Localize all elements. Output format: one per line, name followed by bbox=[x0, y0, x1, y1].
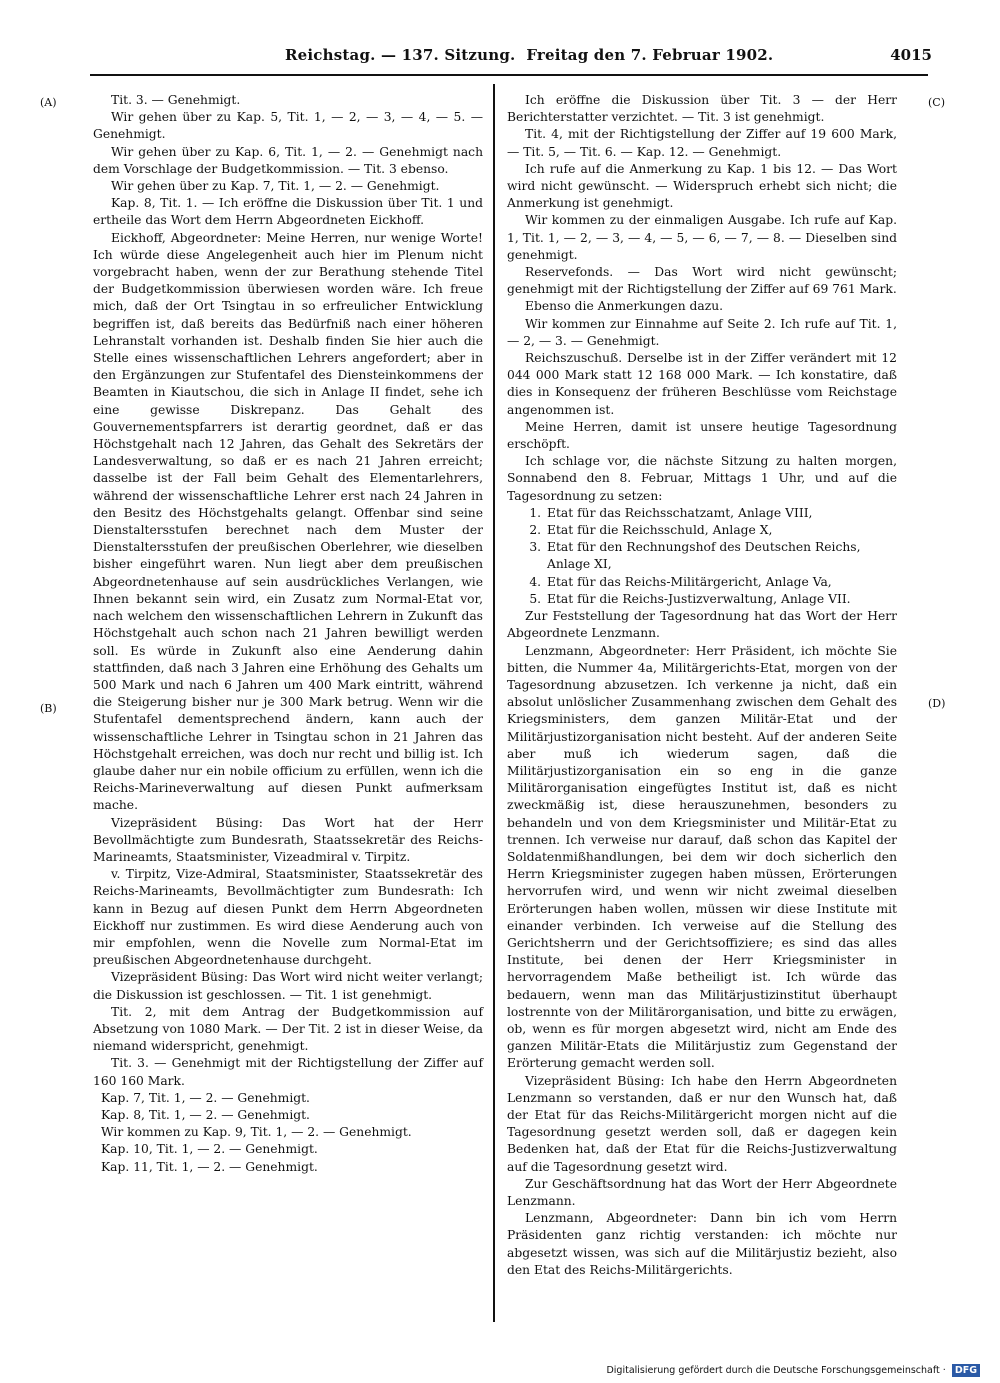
paragraph: Reservefonds. — Das Wort wird nicht gewünscht; genehmigt mit der Richtigstellung der Ziffer auf 69 761 Mark. bbox=[507, 265, 897, 297]
paragraph: Ich eröffne die Diskussion über Tit. 3 — der Herr Berichterstatter verzichtet. — Tit. 3 ist genehmigt. bbox=[507, 93, 897, 125]
paragraph: Wir kommen zu Kap. 9, Tit. 1, — 2. — Genehmigt. bbox=[101, 1125, 412, 1140]
margin-marker-b: (B) bbox=[40, 702, 57, 715]
margin-marker-a: (A) bbox=[40, 96, 57, 109]
paragraph: Kap. 7, Tit. 1, — 2. — Genehmigt. bbox=[101, 1090, 310, 1105]
column-divider bbox=[493, 84, 495, 1322]
agenda-item: 4. Etat für das Reichs-Militärgericht, Anlage Va, bbox=[545, 574, 897, 591]
speech-lenzmann: Lenzmann, Abgeordneter: Dann bin ich vom Herrn Präsidenten ganz richtig verstanden: ich möchte nur abgesetzt wissen, was sich auf die Militärjustiz bezieht, also den Etat des Reichs-Militärgerichts. bbox=[507, 1211, 897, 1277]
paragraph: Vizepräsident Büsing: Das Wort hat der Herr Bevollmächtigte zum Bundesrath, Staatssekretär des Reichs-Marineamts, Staatsminister, Vizeadmiral v. Tirpitz. bbox=[93, 815, 483, 864]
margin-marker-d: (D) bbox=[928, 697, 946, 710]
agenda-item: 5. Etat für die Reichs-Justizverwaltung, Anlage VII. bbox=[545, 591, 897, 608]
paragraph: Tit. 4, mit der Richtigstellung der Ziffer auf 19 600 Mark, — Tit. 5, — Tit. 6. — Kap. 12. — Genehmigt. bbox=[507, 127, 897, 159]
paragraph: Wir gehen über zu Kap. 5, Tit. 1, — 2, — 3, — 4, — 5. — Genehmigt. bbox=[93, 110, 483, 142]
margin-marker-c: (C) bbox=[928, 96, 945, 109]
page-number: 4015 bbox=[890, 46, 932, 64]
paragraph: Ich schlage vor, die nächste Sitzung zu halten morgen, Sonnabend den 8. Februar, Mittags 1 Uhr, und auf die Tagesordnung zu setzen: bbox=[507, 454, 897, 503]
paragraph: Vizepräsident Büsing: Ich habe den Herrn Abgeordneten Lenzmann so verstanden, daß er nur den Wunsch hat, daß der Etat für das Reichs-Militärgericht morgen nicht auf die Tagesordnung gesetzt werden soll, daß er dagegen kein Bedenken hat, daß der Etat für die Reichs-Justizverwaltung auf die Tagesordnung gesetzt wird. bbox=[507, 1073, 897, 1174]
header-session-date: Reichstag. — 137. Sitzung. Freitag den 7. Februar 1902. bbox=[285, 46, 774, 64]
speech-eickhoff: Eickhoff, Abgeordneter: Meine Herren, nur wenige Worte! Ich würde diese Angelegenheit auch hier im Plenum nicht vorgebracht haben, wenn der zur Berathung stehende Titel der Budgetkommission überwiesen worden wäre. Ich freue mich, daß der Ort Tsingtau in so erfreulicher Entwicklung begriffen ist, daß bereits das Bedürfniß nach einer höheren Lehranstalt vorhanden ist. Deshalb finden Sie hier auch die Stelle eines wissenschaftlichen Lehrers angefordert; aber in den Ergänzungen zur Stufentafel des Diensteinkommens der Beamten in Kiautschou, die sich in Anlage II findet, sehe ich eine gewisse Diskrepanz. Das Gehalt des Gouvernementspfarrers ist derartig geordnet, daß er das Höchstgehalt nach 12 Jahren, das Gehalt des Sekretärs der Landesverwaltung, so daß er es nach 21 Jahren erreicht; dasselbe ist der Fall beim Gehalt des Elementarlehrers, während der wissenschaftliche Lehrer erst nach 24 Jahren in den Besitz des Höchstgehalts gelangt. Offenbar sind seine Dienstaltersstufen berechnet nach dem Muster der Dienstaltersstufen der preußischen Oberlehrer, wie dieselben bisher eingeführt waren. Nun liegt aber dem preußischen Abgeordnetenhause auf sein ausdrückliches Verlangen, wie Ihnen bekannt sein wird, ein Zusatz zum Normal-Etat vor, nach welchem den wissenschaftlichen Lehrern in Zukunft das Höchstgehalt auch schon nach 21 Jahren bewilligt werden soll. Es würde in Zukunft also eine Aenderung dahin stattfinden, daß nach 3 Jahren eine Erhöhung des Gehalts um 500 Mark und nach 6 Jahren um 400 Mark eintritt, während die Steigerung bisher nur je 300 Mark betrug. Wenn wir die Stufentafel dementsprechend ändern, kann auch der wissenschaftliche Lehrer in Tsingtau schon in 21 Jahren das Höchstgehalt erreichen, was doch nur recht und billig ist. Ich glaube daher nur ein nobile officium zu erfüllen, wenn ich die Reichs-Marineverwaltung auf diesen Punkt aufmerksam mache. bbox=[93, 230, 483, 813]
paragraph: Kap. 8, Tit. 1, — 2. — Genehmigt. bbox=[101, 1107, 310, 1122]
paragraph: Wir gehen über zu Kap. 7, Tit. 1, — 2. — Genehmigt. bbox=[111, 179, 440, 194]
paragraph: Reichszuschuß. Derselbe ist in der Ziffer verändert mit 12 044 000 Mark statt 12 168 000 Mark. — Ich konstatire, daß dies in Konsequenz der früheren Beschlüsse vom Reichstage angenommen ist. bbox=[507, 351, 897, 417]
footer-text: Digitalisierung gefördert durch die Deutsche Forschungsgemeinschaft · bbox=[606, 1365, 946, 1376]
paragraph: Meine Herren, damit ist unsere heutige Tagesordnung erschöpft. bbox=[507, 419, 897, 452]
page-header bbox=[55, 46, 940, 70]
left-column bbox=[93, 92, 483, 1176]
paragraph: Tit. 3. — Genehmigt. bbox=[111, 93, 241, 107]
agenda-item: 3. Etat für den Rechnungshof des Deutschen Reichs, Anlage XI, bbox=[545, 539, 897, 573]
paragraph: Zur Geschäftsordnung hat das Wort der Herr Abgeordnete Lenzmann. bbox=[507, 1176, 897, 1208]
agenda-item: 2. Etat für die Reichsschuld, Anlage X, bbox=[545, 522, 897, 539]
paragraph: Tit. 2, mit dem Antrag der Budgetkommission auf Absetzung von 1080 Mark. — Der Tit. 2 ist in dieser Weise, da niemand widerspricht, genehmigt. bbox=[93, 1004, 483, 1054]
paragraph: Kap. 8, Tit. 1. — Ich eröffne die Diskussion über Tit. 1 und ertheile das Wort dem Herrn Abgeordneten Eickhoff. bbox=[93, 196, 483, 228]
paragraph: Kap. 11, Tit. 1, — 2. — Genehmigt. bbox=[101, 1159, 318, 1174]
digitization-footer bbox=[600, 1364, 980, 1380]
paragraph: Wir gehen über zu Kap. 6, Tit. 1, — 2. — Genehmigt nach dem Vorschlage der Budgetkommission. — Tit. 3 ebenso. bbox=[93, 144, 483, 176]
paragraph: Ebenso die Anmerkungen dazu. bbox=[525, 299, 724, 314]
paragraph: Wir kommen zur Einnahme auf Seite 2. Ich rufe auf Tit. 1, — 2, — 3. — Genehmigt. bbox=[507, 316, 897, 348]
paragraph: Wir kommen zu der einmaligen Ausgabe. Ich rufe auf Kap. 1, Tit. 1, — 2, — 3, — 4, — 5, — 6, — 7, — 8. — Dieselben sind genehmigt. bbox=[507, 213, 897, 262]
header-rule bbox=[90, 74, 928, 76]
agenda-item: 1. Etat für das Reichsschatzamt, Anlage VIII, bbox=[545, 505, 897, 522]
paragraph: Ich rufe auf die Anmerkung zu Kap. 1 bis 12. — Das Wort wird nicht gewünscht. — Widerspruch erhebt sich nicht; die Anmerkung ist genehmigt. bbox=[507, 161, 897, 211]
paragraph: Zur Feststellung der Tagesordnung hat das Wort der Herr Abgeordnete Lenzmann. bbox=[507, 609, 897, 641]
paragraph: Kap. 10, Tit. 1, — 2. — Genehmigt. bbox=[101, 1142, 318, 1157]
speech-tirpitz: v. Tirpitz, Vize-Admiral, Staatsminister, Staatssekretär des Reichs-Marineamts, Bevollmächtigter zum Bundesrath: Ich kann in Bezug auf diesen Punkt dem Herrn Abgeordneten Eickhoff nur zustimmen. Es wird diese Aenderung auch von mir empfohlen, wenn die Novelle zum Normal-Etat im preußischen Abgeordnetenhause durchgeht. bbox=[93, 867, 483, 968]
paragraph: Tit. 3. — Genehmigt mit der Richtigstellung der Ziffer auf 160 160 Mark. bbox=[93, 1056, 483, 1088]
speech-lenzmann: Lenzmann, Abgeordneter: Herr Präsident, ich möchte Sie bitten, die Nummer 4a, Militärgerichts-Etat, morgen von der Tagesordnung abzusetzen. Ich verkenne ja nicht, daß ein absolut unlöslicher Zusammenhang zwischen dem Gehalt des Kriegsministers, dem ganzen Militär-Etat und der Militärjustizorganisation nicht besteht. Auf der anderen Seite aber muß ich wiederum sagen, daß die Militärjustizorganisation ein so eng in die ganze Militärorganisation eingefügtes Institut ist, daß es nicht zweckmäßig ist, diese herauszunehmen, besonders zu behandeln und von dem Kriegsminister und Militär-Etat zu trennen. Ich verweise nur darauf, daß schon das Kapitel der Soldatenmißhandlungen, bei dem wir doch sicherlich den Herrn Kriegsminister zugegen haben müssen, Erörterungen hervorrufen wird, und wenn wir nicht zweimal dieselben Erörterungen haben wollen, müssen wir diese Institute mit einander verbinden. Ich verweise auf die Stellung des Gerichtsherrn und der Gerichtsoffiziere; es sind das alles Institute, bei denen der Herr Kriegsminister in hervorragendem Maße betheiligt ist. Ich würde das bedauern, wenn man das Militärjustizinstitut überhaupt lostrennte von der Militärorganisation, und bitte zu erwägen, ob, wenn es für morgen abgesetzt wird, nicht am Ende des ganzen Militär-Etats die Militärjustiz zum Gegenstand der Erörterung gemacht werden soll. bbox=[507, 643, 897, 1071]
dfg-logo: DFG bbox=[952, 1364, 980, 1377]
right-column bbox=[507, 92, 897, 1279]
agenda-list bbox=[507, 505, 897, 608]
paragraph: Vizepräsident Büsing: Das Wort wird nicht weiter verlangt; die Diskussion ist geschlossen. — Tit. 1 ist genehmigt. bbox=[93, 970, 483, 1002]
